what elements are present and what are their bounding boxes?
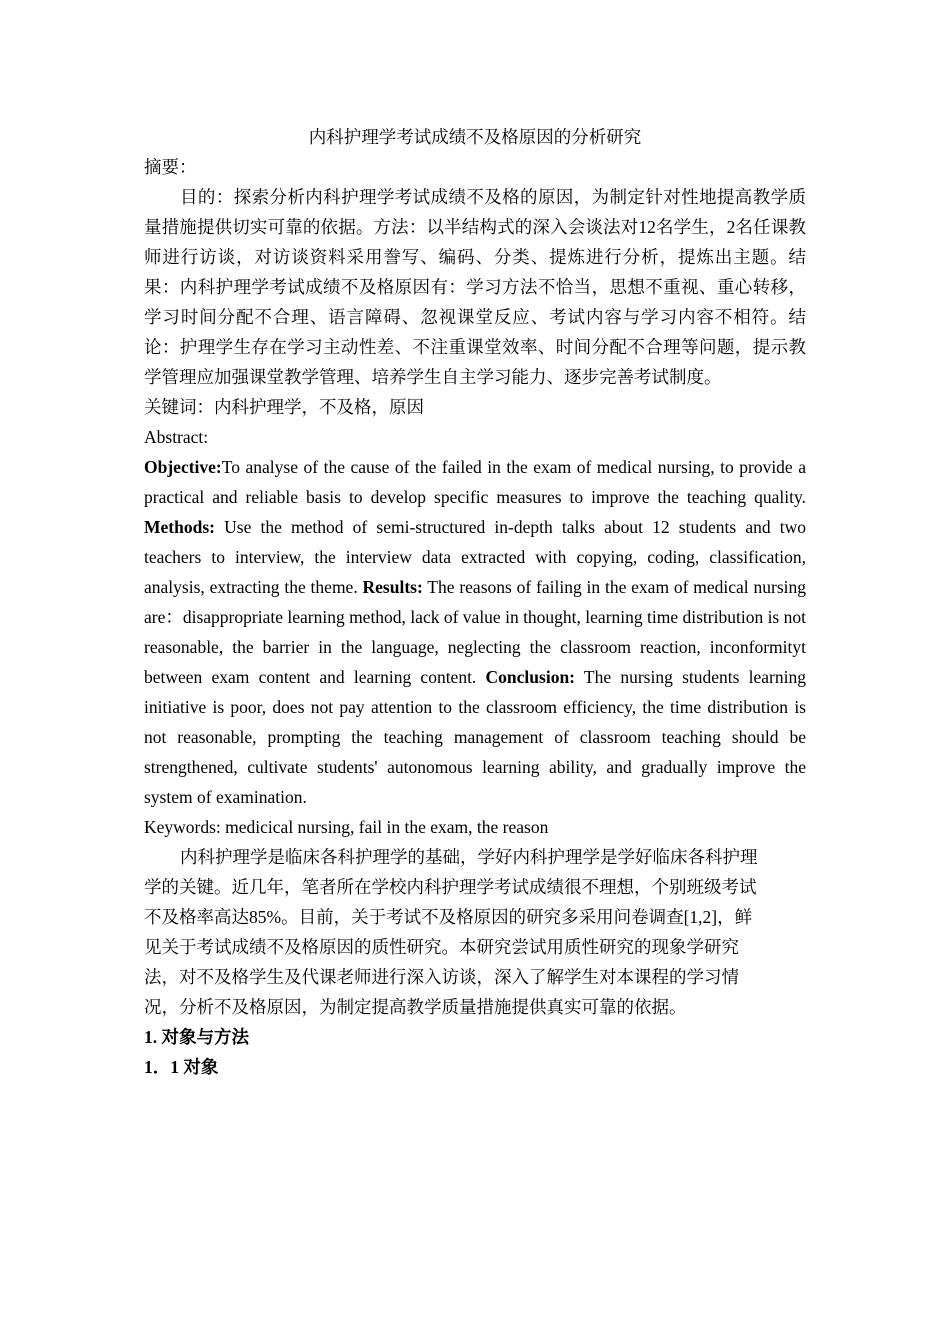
objective-label: Objective: [144, 457, 222, 477]
abstract-cn-body: 目的：探索分析内科护理学考试成绩不及格的原因，为制定针对性地提高教学质量措施提供切实可靠的依据。方法：以半结构式的深入会谈法对12名学生，2名任课教师进行访谈，对访谈资料采用誊写、编码、分类、提炼进行分析，提炼出主题。结果：内科护理学考试成绩不及格原因有：学习方法不恰当，思想不重视、重心转移，学习时间分配不合理、语言障碍、忽视课堂反应、考试内容与学习内容不相符。结论：护理学生存在学习主动性差、不注重课堂效率、时间分配不合理等问题，提示教学管理应加强课堂教学管理、培养学生自主学习能力、逐步完善考试制度。 [144, 187, 806, 387]
methods-label: Methods: [144, 517, 215, 537]
results-text: The reasons of failing in the exam of medical nursing are：disappropriate learning method, lack of value in thought, learning time distribution is not reasonable, the barrier in the language, neglecting the classroom reaction, inconformityt between exam content and learning content. [144, 577, 806, 687]
section-heading-1 [144, 1022, 806, 1052]
methods-text: Use the method of semi-structured in-depth talks about 12 students and two teachers to interview, the interview data extracted with copying, coding, classification, analysis, extracting the theme. [144, 517, 806, 597]
abstract-en-body [144, 452, 806, 812]
section-heading-1-1 [144, 1052, 806, 1082]
keywords-cn: 关键词：内科护理学，不及格，原因 [144, 397, 424, 417]
objective-text: To analyse of the cause of the failed in the exam of medical nursing, to provide a practical and reliable basis to develop specific measures to improve the teaching quality. [144, 457, 806, 507]
section-heading-1-text: 1. 对象与方法 [144, 1027, 249, 1047]
abstract-cn-heading: 摘要： [144, 157, 197, 177]
document-content [144, 122, 806, 1082]
intro-paragraph: 内科护理学是临床各科护理学的基础，学好内科护理学是学好临床各科护理学的关键。近几年，笔者所在学校内科护理学考试成绩很不理想，个别班级考试不及格率高达85%。目前，关于考试不及格原因的研究多采用问卷调查[1,2]，鲜见关于考试成绩不及格原因的质性研究。本研究尝试用质性研究的现象学研究法，对不及格学生及代课老师进行深入访谈，深入了解学生对本课程的学习情况，分析不及格原因，为制定提高教学质量措施提供真实可靠的依据。 [144, 847, 758, 1017]
conclusion-text: The nursing students learning initiative is poor, does not pay attention to the classroom efficiency, the time distribution is not reasonable, prompting the teaching management of classroom teaching should be strengthened, cultivate students' autonomous learning ability, and gradually improve the system of examination. [144, 667, 806, 807]
abstract-en-heading: Abstract: [144, 427, 209, 447]
conclusion-label: Conclusion: [485, 667, 576, 687]
results-label: Results: [362, 577, 423, 597]
keywords-en: Keywords: medicical nursing, fail in the exam, the reason [144, 817, 549, 837]
paper-title: 内科护理学考试成绩不及格原因的分析研究 [308, 127, 642, 147]
section-heading-1-1-text: 1．1 对象 [144, 1057, 219, 1077]
